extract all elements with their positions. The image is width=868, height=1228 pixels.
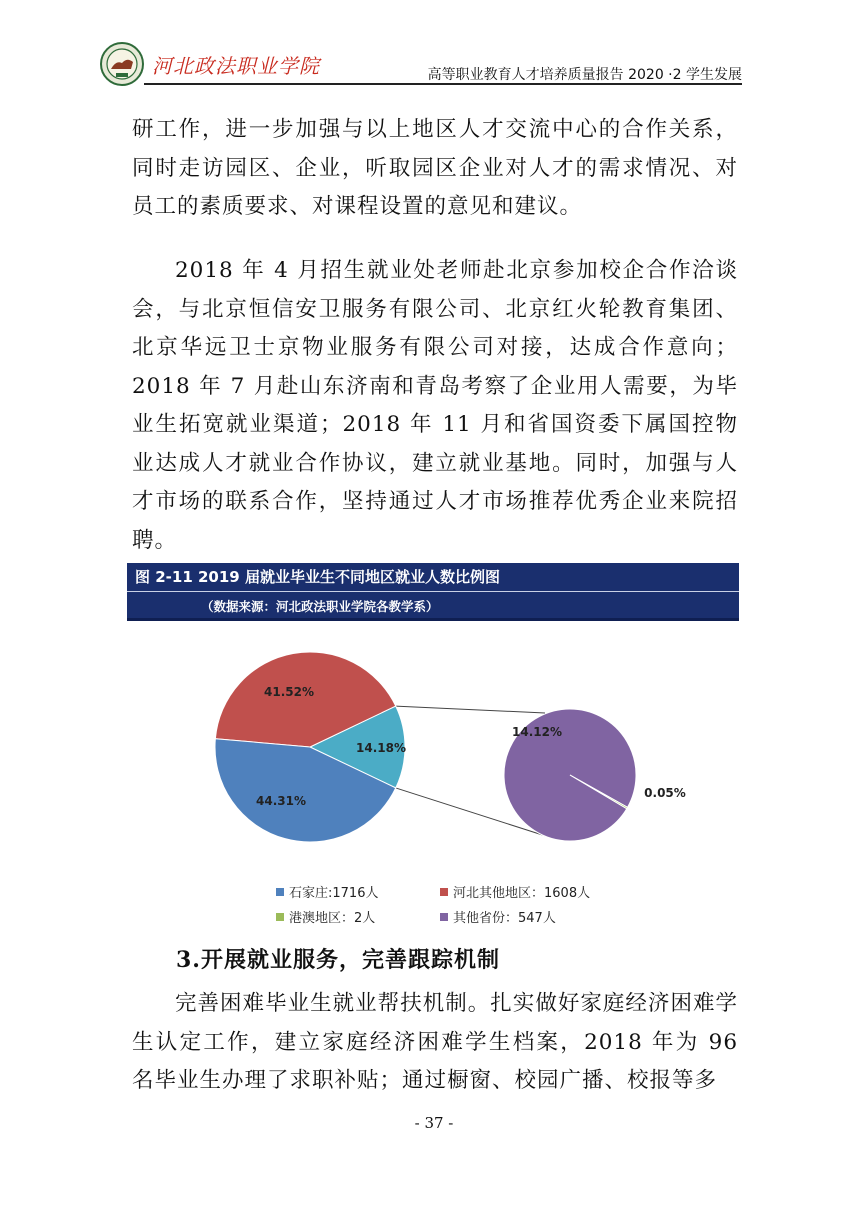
paragraph-1: 研工作，进一步加强与以上地区人才交流中心的合作关系，同时走访园区、企业，听取园区企业对人才的需求情况、对员工的素质要求、对课程设置的意见和建议。: [132, 117, 738, 219]
page-number: - 37 -: [414, 1114, 454, 1132]
figure-caption: 图 2-11 2019 届就业毕业生不同地区就业人数比例图: [135, 568, 500, 586]
data-label-other-provinces: 14.12%: [512, 725, 562, 739]
legend-item-shijiazhuang: [276, 882, 378, 901]
college-brand: 河北政法职业学院: [152, 54, 320, 78]
legend-swatch: [440, 888, 448, 896]
legend-swatch: [440, 913, 448, 921]
legend-swatch: [276, 913, 284, 921]
legend-item-hk-macao: [276, 907, 375, 926]
legend-item-other-provinces: [440, 907, 556, 926]
data-label-shijiazhuang: 44.31%: [256, 794, 306, 808]
header-rule: [144, 83, 742, 85]
data-label-other-group: 14.18%: [356, 741, 406, 755]
legend-label: 其他省份：547人: [453, 911, 556, 926]
data-label-hk-macao: 0.05%: [644, 786, 686, 800]
caption-divider: [127, 591, 739, 592]
paragraph-2: 2018 年 4 月招生就业处老师赴北京参加校企合作洽谈会，与北京恒信安卫服务有限公司、北京红火轮教育集团、北京华远卫士京物业服务有限公司对接，达成合作意向；2018 年 7 月赴山东济南和青岛考察了企业用人需要，为毕业生拓宽就业渠道；2018 年 11 月和省国资委下属国控物业达成人才就业合作协议，建立就业基地。同时，加强与人才市场的联系合作，坚持通过人才市场推荐优秀企业来院招聘。: [132, 258, 738, 553]
legend-label: 港澳地区：2人: [289, 911, 376, 926]
data-label-hebei-other: 41.52%: [264, 685, 314, 699]
report-title: 高等职业教育人才培养质量报告 2020 ·2 学生发展: [427, 67, 742, 83]
legend-label: 石家庄:1716人: [289, 886, 379, 901]
paragraph-3: 完善困难毕业生就业帮扶机制。扎实做好家庭经济困难学生认定工作，建立家庭经济困难学生档案，2018 年为 96 名毕业生办理了求职补贴；通过橱窗、校园广播、校报等多: [132, 991, 738, 1093]
college-seal-icon: [100, 42, 144, 86]
figure-source: （数据来源：河北政法职业学院各教学系）: [201, 599, 439, 614]
legend-swatch: [276, 888, 284, 896]
connector-line-top: [396, 706, 545, 713]
legend-item-hebei-other: [440, 882, 590, 901]
legend-label: 河北其他地区：1608人: [453, 886, 591, 901]
page-header: [100, 42, 742, 88]
figure-caption-bar: [127, 563, 739, 621]
section-heading: 3.开展就业服务，完善跟踪机制: [176, 947, 500, 973]
